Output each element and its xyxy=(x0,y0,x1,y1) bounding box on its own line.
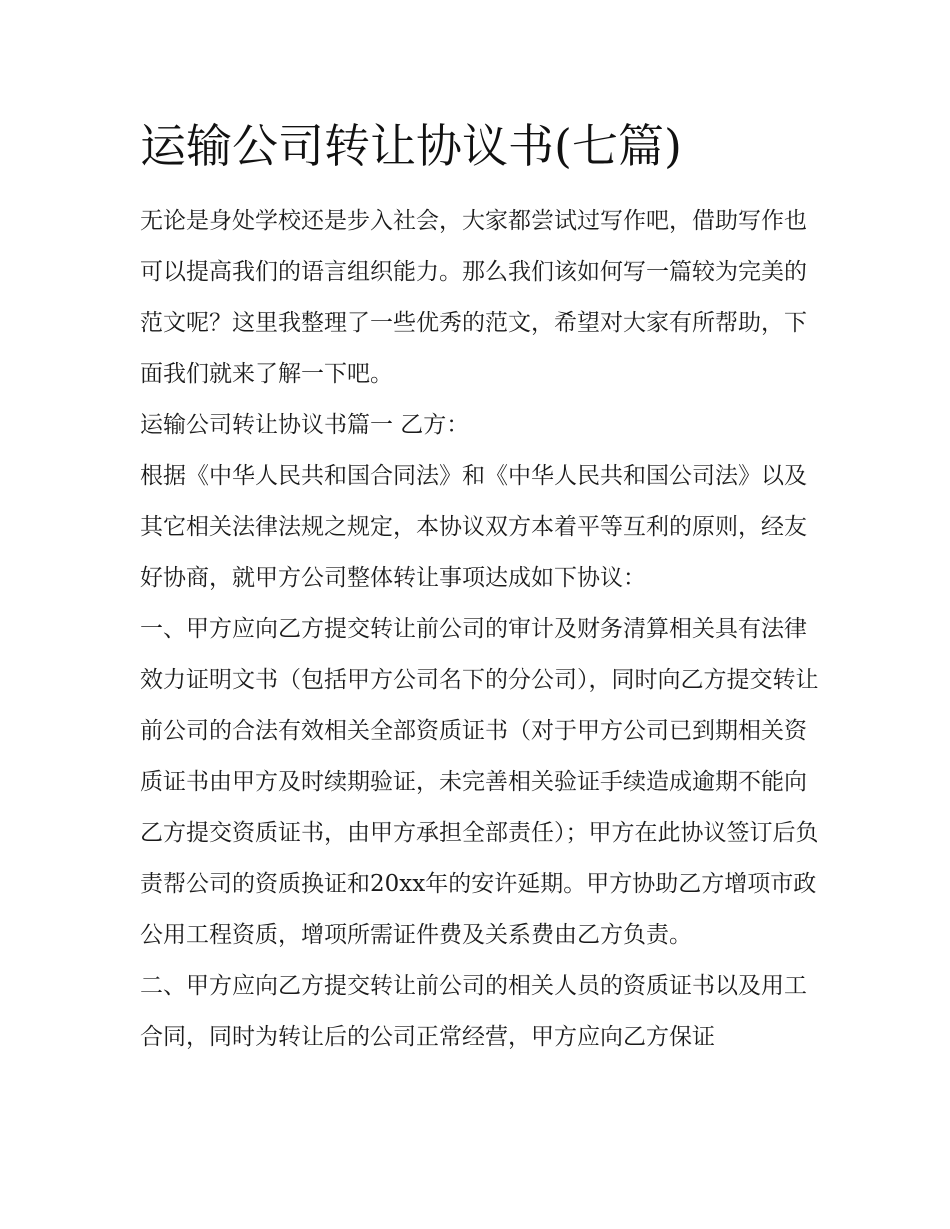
paragraph-clause-2: 二、甲方应向乙方提交转让前公司的相关人员的资质证书以及用工合同，同时为转让后的公司正常经营，甲方应向乙方保证 xyxy=(140,973,807,1050)
paragraph-clause-1: 一、甲方应向乙方提交转让前公司的审计及财务清算相关具有法律效力证明文书（包括甲方公司名下的分公司），同时向乙方提交转让前公司的合法有效相关全部资质证书（对于甲方公司已到期相关资质证书由甲方及时续期验证，未完善相关验证手续造成逾期不能向乙方提交资质证书，由甲方承担全部责任）；甲方在此协议签订后负责帮公司的资质换证和20xx年的安许延期。甲方协助乙方增项市政公用工程资质，增项所需证件费及关系费由乙方负责。 xyxy=(140,616,819,948)
document-title: 运输公司转让协议书(七篇) xyxy=(140,119,682,173)
paragraph-section-heading: 运输公司转让协议书篇一 乙方： xyxy=(140,412,470,438)
paragraph-intro: 无论是身处学校还是步入社会，大家都尝试过写作吧，借助写作也可以提高我们的语言组织能力。那么我们该如何写一篇较为完美的范文呢？这里我整理了一些优秀的范文，希望对大家有所帮助，下面我们就来了解一下吧。 xyxy=(140,208,807,387)
paragraph-legal-basis: 根据《中华人民共和国合同法》和《中华人民共和国公司法》以及其它相关法律法规之规定，本协议双方本着平等互利的原则，经友好协商，就甲方公司整体转让事项达成如下协议： xyxy=(140,463,807,591)
document-body xyxy=(140,196,820,1063)
